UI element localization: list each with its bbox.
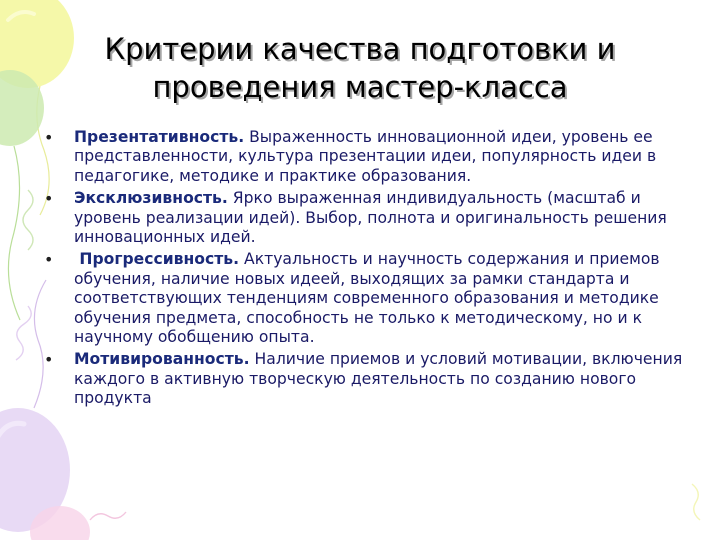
criterion-label: Мотивированность.: [74, 350, 250, 369]
criterion-text: Выраженность инновационной идеи, уровень ее представленности, культура презентации идеи, популярность идеи в педагогике, методике и практике образования.: [74, 128, 657, 185]
criterion-text: Наличие приемов и условий мотивации, включения каждого в активную творческую деятельность по созданию нового продукта: [74, 350, 683, 408]
balloon-green-icon: [0, 70, 44, 320]
list-item: [44, 128, 684, 186]
title-line-1: Критерии качества подготовки и: [104, 32, 616, 66]
bullet-list: [44, 128, 684, 412]
bullet-icon: •: [44, 250, 54, 270]
criterion-label: Презентативность.: [74, 128, 245, 146]
bullet-icon: •: [44, 128, 54, 147]
list-item: [44, 250, 684, 347]
criterion-label: Прогрессивность.: [74, 250, 240, 269]
list-item: [44, 350, 684, 408]
bullet-icon: •: [44, 189, 54, 209]
criterion-text: Ярко выраженная индивидуальность (масштаб и уровень реализации идей). Выбор, полнота и оригинальность решения инновационных идей.: [74, 189, 667, 247]
title-line-2: проведения мастер-класса: [152, 70, 568, 104]
slide-title: [40, 30, 680, 106]
criterion-text: Актуальность и научность содержания и приемов обучения, наличие новых идеей, выходящих за рамки стандарта и соответствующих тенденциям современного образования и методике обучения предмета, способность не только к методическому, но и к научному обобщению опыта.: [74, 250, 660, 347]
list-item: [44, 189, 684, 247]
balloon-pink-icon: [30, 506, 90, 540]
bullet-icon: •: [44, 350, 54, 370]
criterion-label: Эксклюзивность.: [74, 189, 228, 208]
